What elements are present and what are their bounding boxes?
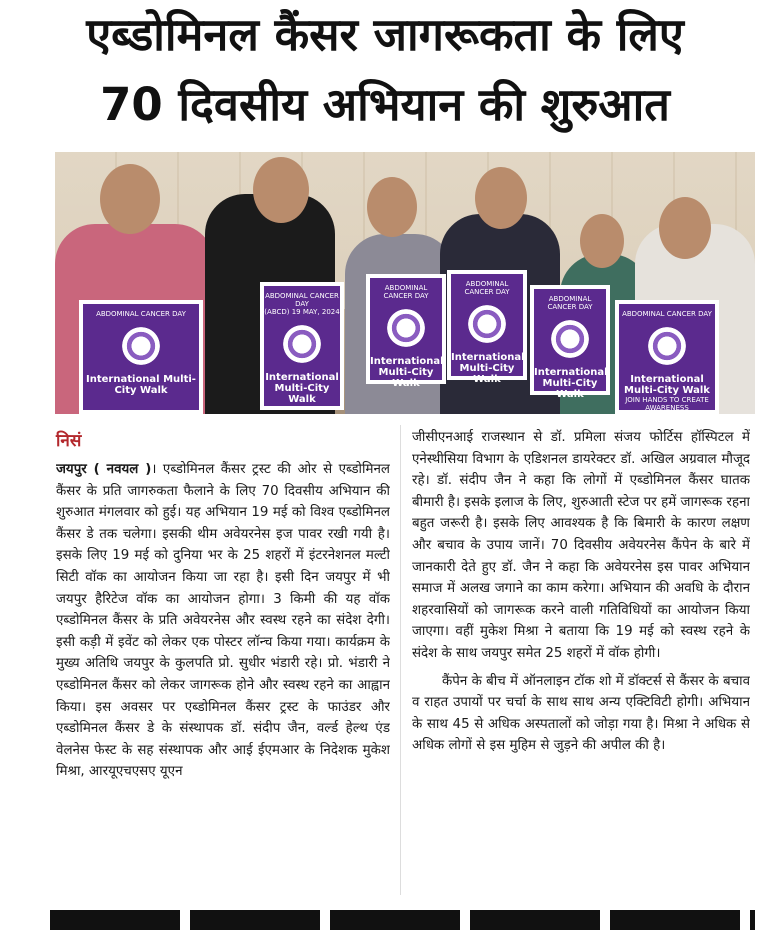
poster-title: ABDOMINAL CANCER DAY [464, 280, 510, 296]
poster-title: ABDOMINAL CANCER DAY [547, 295, 593, 311]
next-headline-cutoff [50, 910, 755, 930]
poster [79, 300, 203, 414]
poster-event: International Multi-City Walk [370, 356, 444, 389]
headline [0, 0, 770, 150]
poster-title: ABDOMINAL CANCER DAY [96, 310, 186, 318]
article-column-left [56, 459, 390, 904]
poster-title: ABDOMINAL CANCER DAY [265, 292, 339, 308]
poster [260, 282, 344, 410]
headline-line-2: 70 दिवसीय अभियान की शुरुआत [100, 78, 670, 131]
byline: निसं [56, 431, 82, 451]
poster-event: International Multi-City Walk [265, 372, 339, 405]
poster-tag: JOIN HANDS TO CREATE AWARENESS [625, 396, 709, 412]
poster-event: International Multi-City Walk [451, 352, 525, 385]
poster-title: ABDOMINAL CANCER DAY [622, 310, 712, 318]
poster [366, 274, 446, 389]
poster-event: International Multi-City Walk [624, 374, 710, 396]
poster [447, 270, 527, 385]
poster-event: International Multi-City Walk [86, 374, 196, 396]
poster [615, 300, 719, 414]
article-column-right [412, 427, 750, 900]
article-paragraph: कैंपेन के बीच में ऑनलाइन टॉक शो में डॉक्टर्स से कैंसर के बचाव व राहत उपायों पर चर्चा के साथ साथ अन्य एक्टिविटी होगी। अभियान के साथ 45 से अधिक अस्पतालों को जोड़ा गया है। मिश्रा ने अधिक से अधिक लोगों से इस मुहिम से जुड़ने की अपील की है। [412, 673, 750, 754]
article-text-left: । एब्डोमिनल कैंसर ट्रस्ट की ओर से एब्डोमिनल कैंसर के प्रति जागरुकता फैलाने के लिए 70 दिवसीय अभियान की शुरुआत मंगलवार को हुई। यह अभियान 19 मई को विश्व एब्डोमिनल कैंसर डे तक चलेगा। इसकी थीम अवेयरनेस इज पावर रखी गयी है। इसके लिए 19 मई को दुनिया भर के 25 शहरों में इंटरनेशनल मल्टी सिटी वॉक का आयोजन किया जा रहा है। इसी दिन जयपुर में भी जयपुर हैरिटेज वॉक का आयोजन होगा। 3 किमी की यह वॉक एब्डोमिनल कैंसर के प्रति अवेयरनेस और स्वस्थ रहने का संदेश देगी। इसी कड़ी में इवेंट को लेकर एक पोस्टर लॉन्च किया गया। कार्यक्रम के मुख्य अतिथि जयपुर के कुलपति प्रो. सुधीर भंडारी रहे। प्रो. भंडारी ने एब्डोमिनल कैंसर को लेकर जागरूक होने और स्वस्थ रहने का आह्वान किया। इस अवसर पर एब्डोमिनल कैंसर ट्रस्ट के फाउंडर और एब्डोमिनल कैंसर डे के संस्थापक डॉ. संदीप जैन, वर्ल्ड हेल्थ एंड वेलनेस फेस्ट के सह संस्थापक और आई ईएमआर के निदेशक मुकेश मिश्रा, आरयूएचएसए यूएन [56, 462, 390, 780]
column-divider [400, 425, 401, 895]
poster-title: ABDOMINAL CANCER DAY [383, 284, 429, 300]
poster-event: International Multi-City Walk [534, 367, 608, 400]
poster-date: (ABCD) 19 MAY, 2024 [264, 308, 340, 316]
dateline: जयपुर ( नवयल ) [56, 462, 152, 477]
news-photo [55, 152, 755, 414]
article-paragraph: जीसीएनआई राजस्थान से डॉ. प्रमिला संजय फोर्टिस हॉस्पिटल में एनेस्थीसिया विभाग के एडिशनल डायरेक्टर डॉ. अखिल अग्रवाल मौजूद रहे। डॉ. संदीप जैन ने कहा कि लोगों में एब्डोमिनल कैंसर घातक बीमारी है। इसके इलाज के लिए, शुरुआती स्टेज पर हमें जागरूक रहना बहुत जरूरी है। इसके लिए आवश्यक है कि बिमारी के कारण लक्षण और बचाव के उपाय जानें। 70 दिवसीय अवेयरनेस कैंपेन के बारे में जानकारी देते हुए डॉ. जैन ने कहा कि अवेयरनेस इस पावर अभियान समाज में अलख जगाने का काम करेगा। अभियान की अवधि के दौरान शहरवासियों को जागरूक करने वाली गतिविधियों का आयोजन किया जाएगा। वहीं मुकेश मिश्रा ने बताया कि 19 मई को स्वस्थ रहने के संदेश के साथ जयपुर समेत 25 शहरों में वॉक होगी। [412, 430, 750, 661]
headline-line-1: एब्डोमिनल कैंसर जागरूकता के लिए [86, 8, 684, 61]
poster [530, 285, 610, 400]
